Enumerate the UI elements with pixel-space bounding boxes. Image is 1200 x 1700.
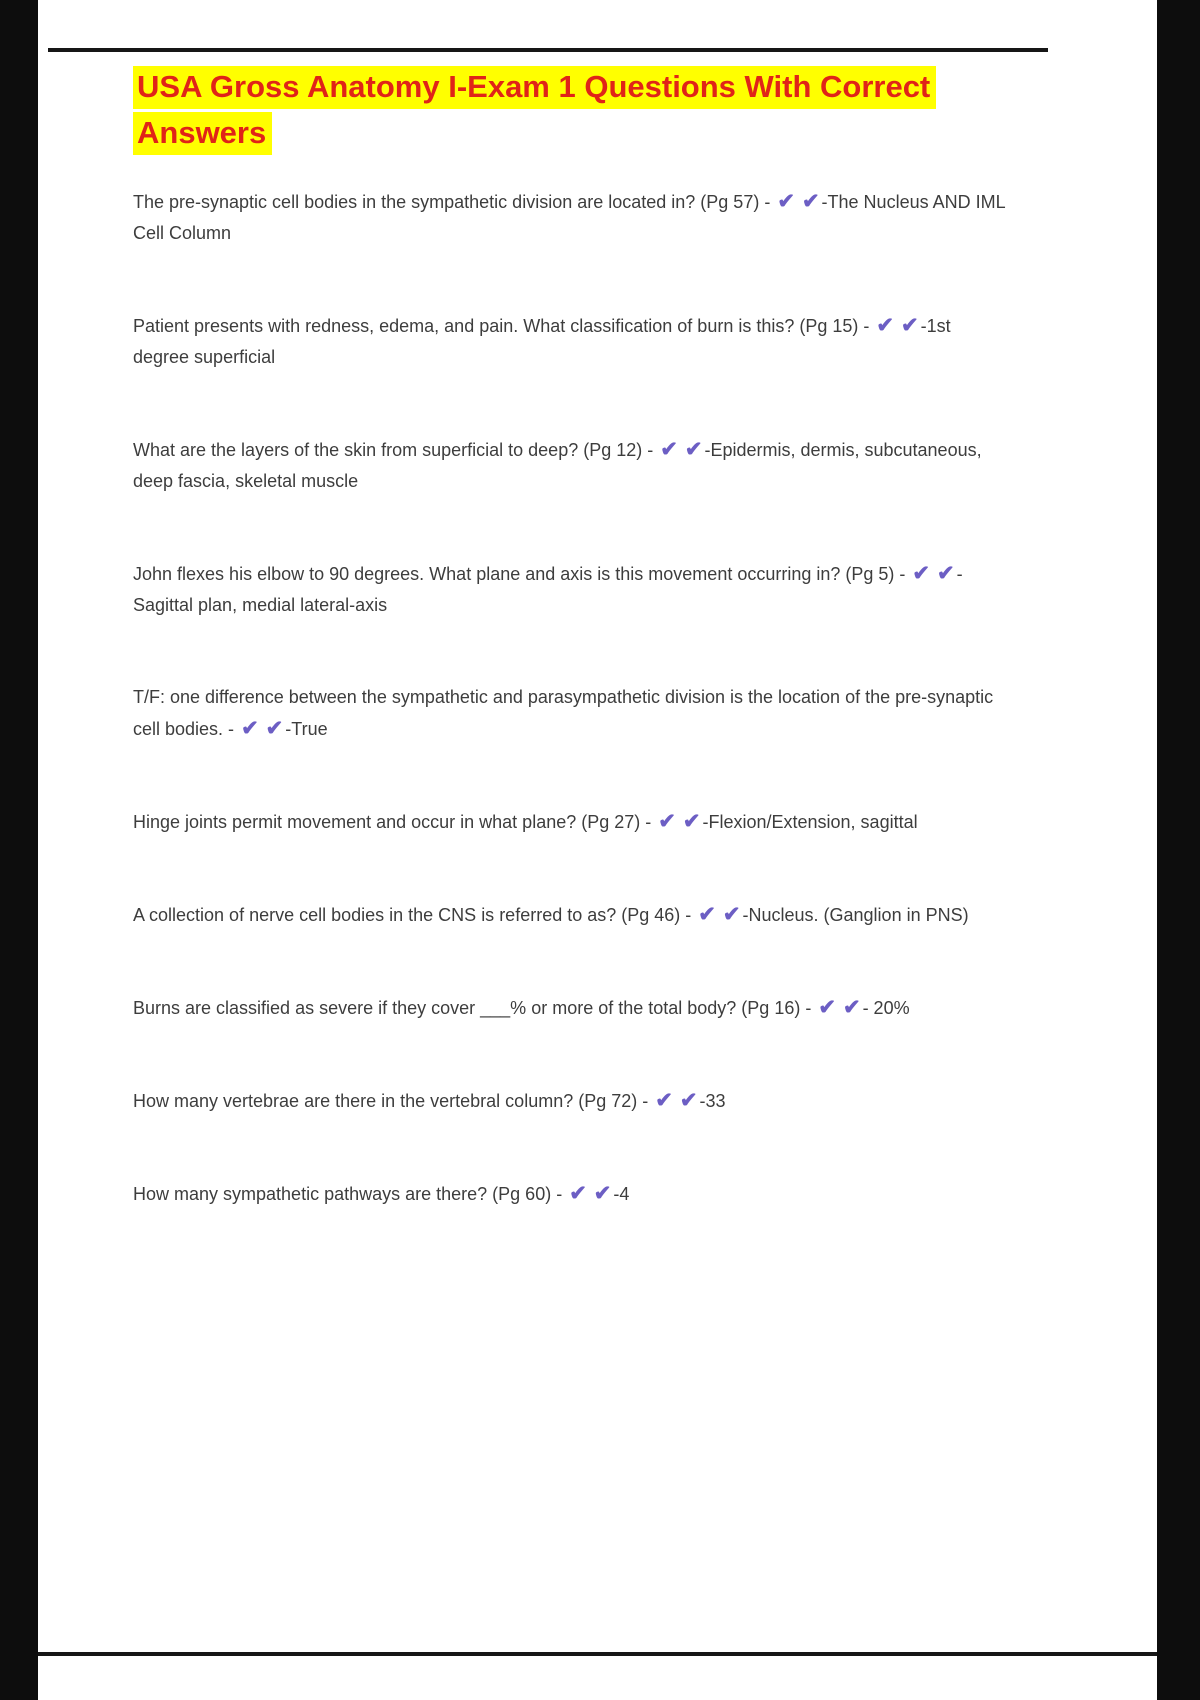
check-icon: ✔ bbox=[660, 438, 678, 461]
left-page-edge bbox=[0, 0, 38, 1700]
page-title-text: USA Gross Anatomy I-Exam 1 Questions With Correct Answers bbox=[133, 66, 936, 155]
question-item bbox=[133, 899, 1007, 931]
check-icon: ✔ bbox=[593, 1182, 612, 1205]
check-icon: ✔ bbox=[655, 1089, 673, 1112]
question-text: The pre-synaptic cell bodies in the sympathetic division are located in? (Pg 57) - bbox=[133, 192, 771, 212]
check-icon: ✔ bbox=[912, 562, 931, 585]
right-page-edge bbox=[1157, 0, 1200, 1700]
page-title bbox=[133, 64, 963, 156]
answer-text: -1st degree superficial bbox=[133, 316, 951, 367]
answer-text: -Epidermis, dermis, subcutaneous, deep fascia, skeletal muscle bbox=[133, 440, 982, 491]
answer-text: -33 bbox=[699, 1091, 726, 1111]
check-icon: ✔ bbox=[684, 438, 703, 461]
question-item bbox=[133, 806, 1007, 838]
check-icon: ✔ bbox=[900, 314, 919, 337]
check-icon: ✔ bbox=[241, 717, 259, 740]
question-item bbox=[133, 992, 1007, 1024]
check-icon: ✔ bbox=[722, 903, 741, 926]
document-body bbox=[133, 64, 1007, 1271]
answer-text: -Flexion/Extension, sagittal bbox=[702, 812, 918, 832]
question-item bbox=[133, 186, 1007, 249]
check-icon: ✔ bbox=[777, 190, 795, 213]
check-icon: ✔ bbox=[698, 903, 716, 926]
bottom-rule bbox=[38, 1652, 1157, 1656]
check-icon: ✔ bbox=[658, 810, 676, 833]
question-item bbox=[133, 1178, 1007, 1210]
question-text: Patient presents with redness, edema, and pain. What classification of burn is this? (Pg 15) - bbox=[133, 316, 870, 336]
check-icon: ✔ bbox=[818, 996, 836, 1019]
answer-text: -True bbox=[285, 719, 328, 739]
question-text: John flexes his elbow to 90 degrees. What plane and axis is this movement occurring in? (Pg 5) - bbox=[133, 564, 906, 584]
top-rule bbox=[48, 48, 1048, 52]
check-icon: ✔ bbox=[801, 190, 820, 213]
question-text: How many vertebrae are there in the vertebral column? (Pg 72) - bbox=[133, 1091, 649, 1111]
question-list bbox=[133, 186, 1007, 1210]
question-text: T/F: one difference between the sympathetic and parasympathetic division is the location of the pre-synaptic cell bodies. - bbox=[133, 687, 994, 739]
question-text: What are the layers of the skin from superficial to deep? (Pg 12) - bbox=[133, 440, 654, 460]
question-text: A collection of nerve cell bodies in the CNS is referred to as? (Pg 46) - bbox=[133, 905, 692, 925]
answer-text: -4 bbox=[613, 1184, 630, 1204]
check-icon: ✔ bbox=[265, 717, 284, 740]
check-icon: ✔ bbox=[679, 1089, 698, 1112]
question-text: Hinge joints permit movement and occur in what plane? (Pg 27) - bbox=[133, 812, 652, 832]
answer-text: -Nucleus. (Ganglion in PNS) bbox=[742, 905, 969, 925]
answer-text: - 20% bbox=[862, 998, 910, 1018]
question-text: How many sympathetic pathways are there? (Pg 60) - bbox=[133, 1184, 563, 1204]
question-item bbox=[133, 1085, 1007, 1117]
answer-text: -The Nucleus AND IML Cell Column bbox=[133, 192, 1005, 243]
question-item bbox=[133, 682, 1007, 745]
check-icon: ✔ bbox=[876, 314, 894, 337]
question-item bbox=[133, 310, 1007, 373]
question-text: Burns are classified as severe if they cover ___% or more of the total body? (Pg 16) - bbox=[133, 998, 812, 1018]
check-icon: ✔ bbox=[842, 996, 861, 1019]
question-item bbox=[133, 434, 1007, 497]
check-icon: ✔ bbox=[682, 810, 701, 833]
question-item bbox=[133, 558, 1007, 621]
check-icon: ✔ bbox=[937, 562, 955, 585]
answer-text: -Sagittal plan, medial lateral-axis bbox=[133, 564, 963, 615]
check-icon: ✔ bbox=[569, 1182, 587, 1205]
